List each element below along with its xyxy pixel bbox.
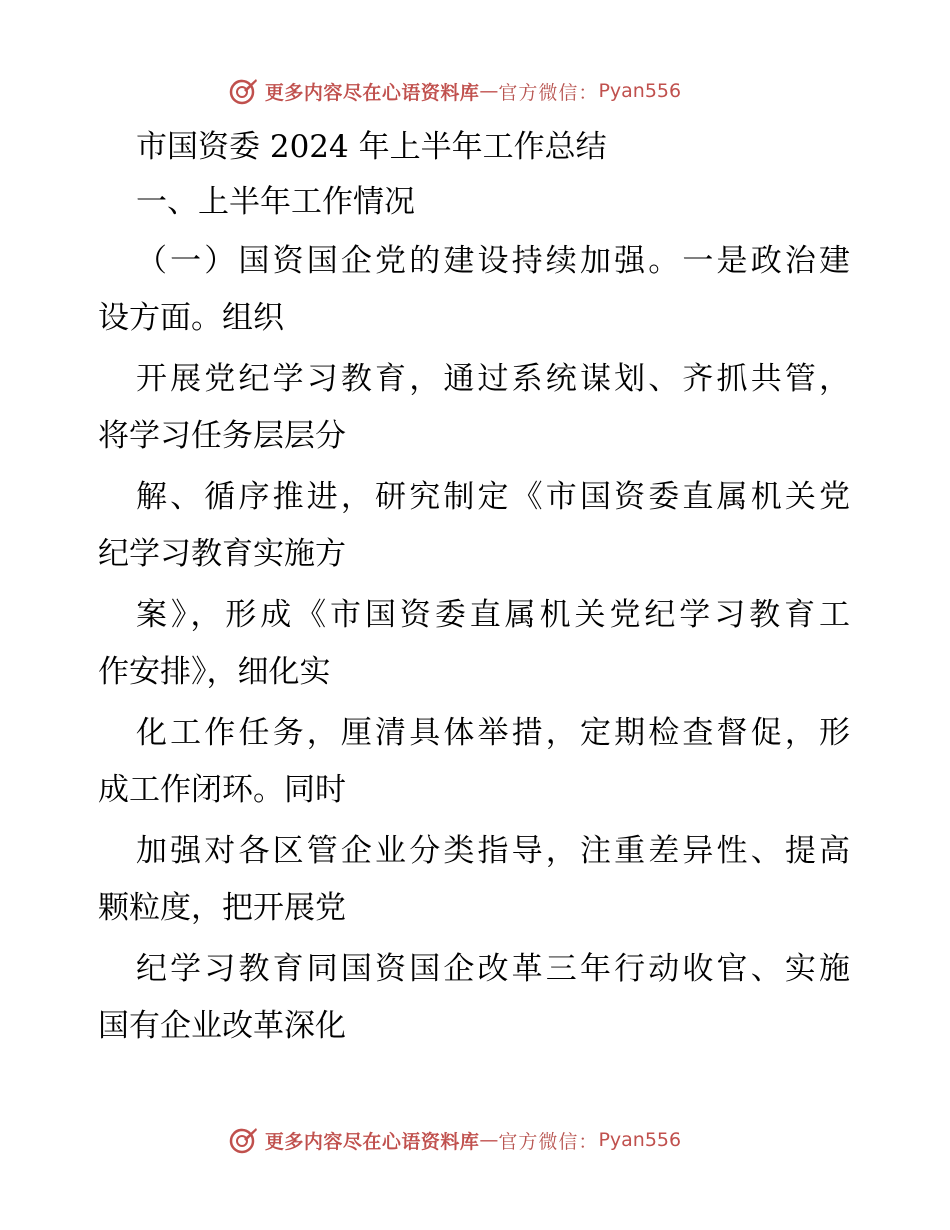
paragraph-line: 纪学习教育实施方	[98, 536, 346, 572]
paragraph-line: 案》，形成《市国资委直属机关党纪学习教育工	[136, 597, 850, 633]
paragraph-line: 将学习任务层层分	[98, 418, 346, 454]
pen-logo-icon	[229, 1125, 259, 1155]
paragraph-line: 加强对各区管企业分类指导，注重差异性、提高	[136, 833, 850, 869]
watermark-official-label: 官方微信：	[498, 1130, 599, 1153]
paragraph-line: （一）国资国企党的建设持续加强。一是政治建	[136, 243, 850, 279]
paragraph-line: 设方面。组织	[98, 300, 284, 336]
pen-logo-icon	[229, 76, 259, 106]
watermark-wechat-id: Pyan556	[598, 1129, 682, 1151]
watermark-dash: —	[479, 1129, 499, 1151]
watermark-dash: —	[479, 80, 499, 102]
section-heading: 一、上半年工作情况	[136, 184, 415, 220]
header-watermark	[0, 71, 950, 111]
paragraph-line: 国有企业改革深化	[98, 1008, 346, 1044]
paragraph-line: 作安排》，细化实	[98, 654, 331, 690]
paragraph-line: 颗粒度，把开展党	[98, 890, 346, 926]
watermark-brand-text: 更多内容尽在心语资料库	[264, 1130, 480, 1153]
watermark-brand-text: 更多内容尽在心语资料库	[264, 81, 480, 104]
paragraph-line: 解、循序推进，研究制定《市国资委直属机关党	[136, 479, 850, 515]
paragraph-line: 成工作闭环。同时	[98, 772, 346, 808]
paragraph-line: 化工作任务，厘清具体举措，定期检查督促，形	[136, 715, 850, 751]
footer-watermark	[0, 1120, 950, 1160]
document-title: 市国资委 2024 年上半年工作总结	[136, 129, 607, 165]
paragraph-line: 纪学习教育同国资国企改革三年行动收官、实施	[136, 951, 850, 987]
paragraph-line: 开展党纪学习教育，通过系统谋划、齐抓共管，	[136, 361, 850, 397]
watermark-wechat-id: Pyan556	[598, 80, 682, 102]
watermark-official-label: 官方微信：	[498, 81, 599, 104]
